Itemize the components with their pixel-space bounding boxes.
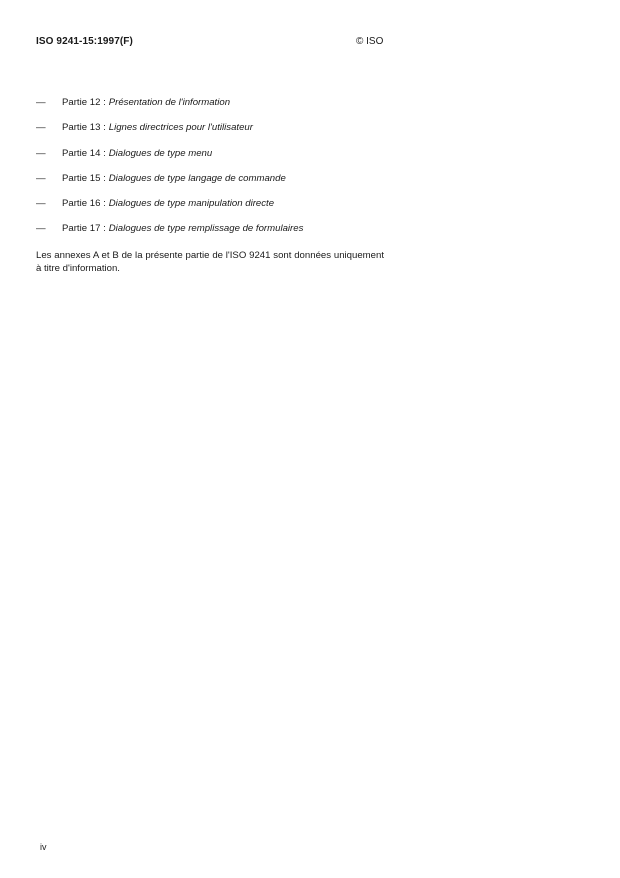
part-label: Partie 14 : — [62, 147, 106, 159]
part-title: Dialogues de type manipulation directe — [108, 198, 275, 210]
list-dash: — — [36, 97, 46, 108]
list-item — [36, 97, 396, 122]
part-title: Dialogues de type remplissage de formulaires — [108, 223, 304, 235]
list-dash: — — [36, 223, 46, 235]
list-item — [36, 148, 396, 173]
part-title: Présentation de l'information — [108, 97, 231, 108]
list-item — [36, 223, 396, 248]
list-dash: — — [36, 172, 46, 184]
part-label: Partie 13 : — [62, 122, 106, 134]
annex-note-paragraph: Les annexes A et B de la présente partie de l'ISO 9241 sont données uniquement à titre d'information. — [36, 250, 384, 274]
list-item — [36, 198, 396, 223]
part-label: Partie 12 : — [62, 97, 106, 108]
page-number: iv — [40, 842, 47, 852]
list-item — [36, 173, 396, 198]
part-label: Partie 17 : — [62, 223, 106, 235]
part-label: Partie 15 : — [62, 172, 106, 184]
list-dash: — — [36, 198, 46, 210]
copyright-notice: © ISO — [356, 36, 384, 47]
part-label: Partie 16 : — [62, 198, 106, 210]
parts-list — [36, 97, 396, 249]
part-title: Lignes directrices pour l'utilisateur — [108, 122, 253, 134]
list-dash: — — [36, 147, 46, 159]
part-title: Dialogues de type menu — [108, 147, 213, 159]
list-dash: — — [36, 122, 46, 134]
list-item — [36, 122, 396, 147]
document-identifier: ISO 9241-15:1997(F) — [36, 36, 133, 47]
part-title: Dialogues de type langage de commande — [108, 172, 286, 184]
